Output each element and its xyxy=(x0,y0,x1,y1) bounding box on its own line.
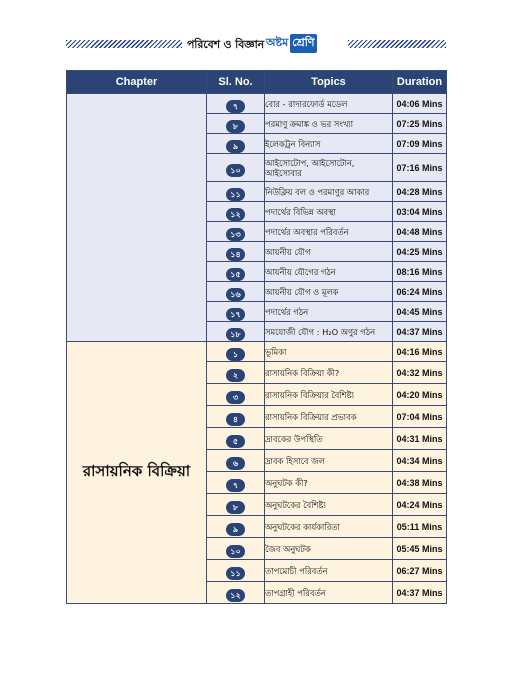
duration-cell: 04:24 Mins xyxy=(393,494,447,516)
sl-number-badge: ৮ xyxy=(226,501,245,514)
duration-cell: 03:04 Mins xyxy=(393,202,447,222)
header-stripes-right xyxy=(348,40,446,48)
header-title: পরিবেশ ও বিজ্ঞান xyxy=(187,38,265,51)
topic-cell: অনুঘটকের কার্যকারিতা xyxy=(265,516,393,538)
sl-number-badge: ১৬ xyxy=(226,288,245,301)
sl-cell xyxy=(207,322,265,342)
sl-number-badge: ৭ xyxy=(226,479,245,492)
topic-cell: রাসায়নিক বিক্রিয়ার বৈশিষ্ট্য xyxy=(265,384,393,406)
duration-cell: 04:34 Mins xyxy=(393,450,447,472)
sl-number-badge: ১১ xyxy=(226,188,245,201)
sl-number-badge: ৯ xyxy=(226,523,245,536)
sl-cell xyxy=(207,182,265,202)
topic-cell: পরমাণু ক্রমাঙ্ক ও ভর সংখ্যা xyxy=(265,114,393,134)
sl-number-badge: ২ xyxy=(226,369,245,382)
duration-cell: 04:28 Mins xyxy=(393,182,447,202)
sl-cell xyxy=(207,94,265,114)
duration-cell: 08:16 Mins xyxy=(393,262,447,282)
topic-cell: পদার্থের অবস্থার পরিবর্তন xyxy=(265,222,393,242)
topic-cell: তাপমোচী পরিবর্তন xyxy=(265,560,393,582)
sl-cell xyxy=(207,384,265,406)
sl-number-badge: ৬ xyxy=(226,457,245,470)
duration-cell: 05:11 Mins xyxy=(393,516,447,538)
topic-cell: আয়নীয় যৌগ ও মূলক xyxy=(265,282,393,302)
duration-cell: 04:20 Mins xyxy=(393,384,447,406)
sl-number-badge: ১২ xyxy=(226,589,245,602)
topic-cell: দ্রাবক হিসাবে জল xyxy=(265,450,393,472)
column-header-sl-no: Sl. No. xyxy=(207,71,265,94)
table-row xyxy=(67,94,447,114)
sl-number-badge: ৩ xyxy=(226,391,245,404)
chapter-name xyxy=(67,94,207,342)
sl-cell xyxy=(207,406,265,428)
table-row xyxy=(67,342,447,362)
sl-number-badge: ১৭ xyxy=(226,308,245,321)
sl-cell xyxy=(207,538,265,560)
sl-number-badge: ১৩ xyxy=(226,228,245,241)
class-logo xyxy=(266,36,317,50)
duration-cell: 04:06 Mins xyxy=(393,94,447,114)
duration-cell: 06:24 Mins xyxy=(393,282,447,302)
topic-cell: দ্রাবকের উপস্থিতি xyxy=(265,428,393,450)
sl-cell xyxy=(207,262,265,282)
topic-cell: অনুঘটক কী? xyxy=(265,472,393,494)
duration-cell: 05:45 Mins xyxy=(393,538,447,560)
topic-cell: ইলেকট্রন বিন্যাস xyxy=(265,134,393,154)
sl-cell xyxy=(207,582,265,604)
sl-number-badge: ১০ xyxy=(226,545,245,558)
duration-cell: 07:25 Mins xyxy=(393,114,447,134)
sl-cell xyxy=(207,472,265,494)
duration-cell: 04:37 Mins xyxy=(393,582,447,604)
sl-number-badge: ৮ xyxy=(226,120,245,133)
sl-number-badge: ১ xyxy=(226,348,245,361)
topic-cell: সমযোজী যৌগ : H₂O অণুর গঠন xyxy=(265,322,393,342)
sl-number-badge: ৪ xyxy=(226,413,245,426)
sl-cell xyxy=(207,114,265,134)
topic-cell: আয়নীয় যৌগ xyxy=(265,242,393,262)
sl-number-badge: ১৫ xyxy=(226,268,245,281)
topic-cell: বোর - রাদারফোর্ড মডেল xyxy=(265,94,393,114)
duration-cell: 07:04 Mins xyxy=(393,406,447,428)
sl-cell xyxy=(207,222,265,242)
sl-number-badge: ১১ xyxy=(226,567,245,580)
topic-cell: তাপগ্রাহী পরিবর্তন xyxy=(265,582,393,604)
duration-cell: 04:48 Mins xyxy=(393,222,447,242)
topic-cell: ভূমিকা xyxy=(265,342,393,362)
topic-cell: পদার্থের বিভিন্ন অবস্থা xyxy=(265,202,393,222)
sl-cell xyxy=(207,134,265,154)
duration-cell: 07:16 Mins xyxy=(393,154,447,182)
topic-cell: পদার্থের গঠন xyxy=(265,302,393,322)
duration-cell: 06:27 Mins xyxy=(393,560,447,582)
header-stripes-left xyxy=(66,40,182,48)
chapter-name: রাসায়নিক বিক্রিয়া xyxy=(67,342,207,604)
topic-cell: জৈব অনুঘটক xyxy=(265,538,393,560)
topic-cell: নিউক্লিয় বল ও পরমাণুর আকার xyxy=(265,182,393,202)
sl-number-badge: ১০ xyxy=(226,164,245,177)
topic-cell: অনুঘটকের বৈশিষ্ট্য xyxy=(265,494,393,516)
sl-number-badge: ৫ xyxy=(226,435,245,448)
sl-number-badge: ৯ xyxy=(226,140,245,153)
sl-cell xyxy=(207,560,265,582)
duration-cell: 04:38 Mins xyxy=(393,472,447,494)
duration-cell: 04:16 Mins xyxy=(393,342,447,362)
table-header-row xyxy=(67,71,447,94)
sl-cell xyxy=(207,450,265,472)
sl-number-badge: ১৮ xyxy=(226,328,245,341)
topic-cell: আয়নীয় যৌগের গঠন xyxy=(265,262,393,282)
sl-cell xyxy=(207,242,265,262)
sl-cell xyxy=(207,428,265,450)
sl-number-badge: ৭ xyxy=(226,100,245,113)
topic-cell: রাসায়নিক বিক্রিয়া কী? xyxy=(265,362,393,384)
logo-part2: শ্রেণি xyxy=(290,34,316,53)
sl-cell xyxy=(207,516,265,538)
duration-cell: 04:32 Mins xyxy=(393,362,447,384)
sl-number-badge: ১৪ xyxy=(226,248,245,261)
logo-part1: অষ্টম xyxy=(266,35,289,49)
sl-cell xyxy=(207,202,265,222)
sl-cell xyxy=(207,154,265,182)
duration-cell: 04:37 Mins xyxy=(393,322,447,342)
column-header-chapter: Chapter xyxy=(67,71,207,94)
column-header-topics: Topics xyxy=(265,71,393,94)
duration-cell: 04:31 Mins xyxy=(393,428,447,450)
sl-cell xyxy=(207,342,265,362)
sl-cell xyxy=(207,282,265,302)
sl-cell xyxy=(207,494,265,516)
column-header-duration: Duration xyxy=(393,71,447,94)
page-header xyxy=(66,36,446,52)
duration-cell: 07:09 Mins xyxy=(393,134,447,154)
sl-number-badge: ১২ xyxy=(226,208,245,221)
topic-cell: আইসোটোপ, আইসোটোন, আইসোবার xyxy=(265,154,393,182)
duration-cell: 04:25 Mins xyxy=(393,242,447,262)
topics-table xyxy=(66,70,447,604)
sl-cell xyxy=(207,302,265,322)
topic-cell: রাসায়নিক বিক্রিয়ার প্রভাবক xyxy=(265,406,393,428)
duration-cell: 04:45 Mins xyxy=(393,302,447,322)
sl-cell xyxy=(207,362,265,384)
